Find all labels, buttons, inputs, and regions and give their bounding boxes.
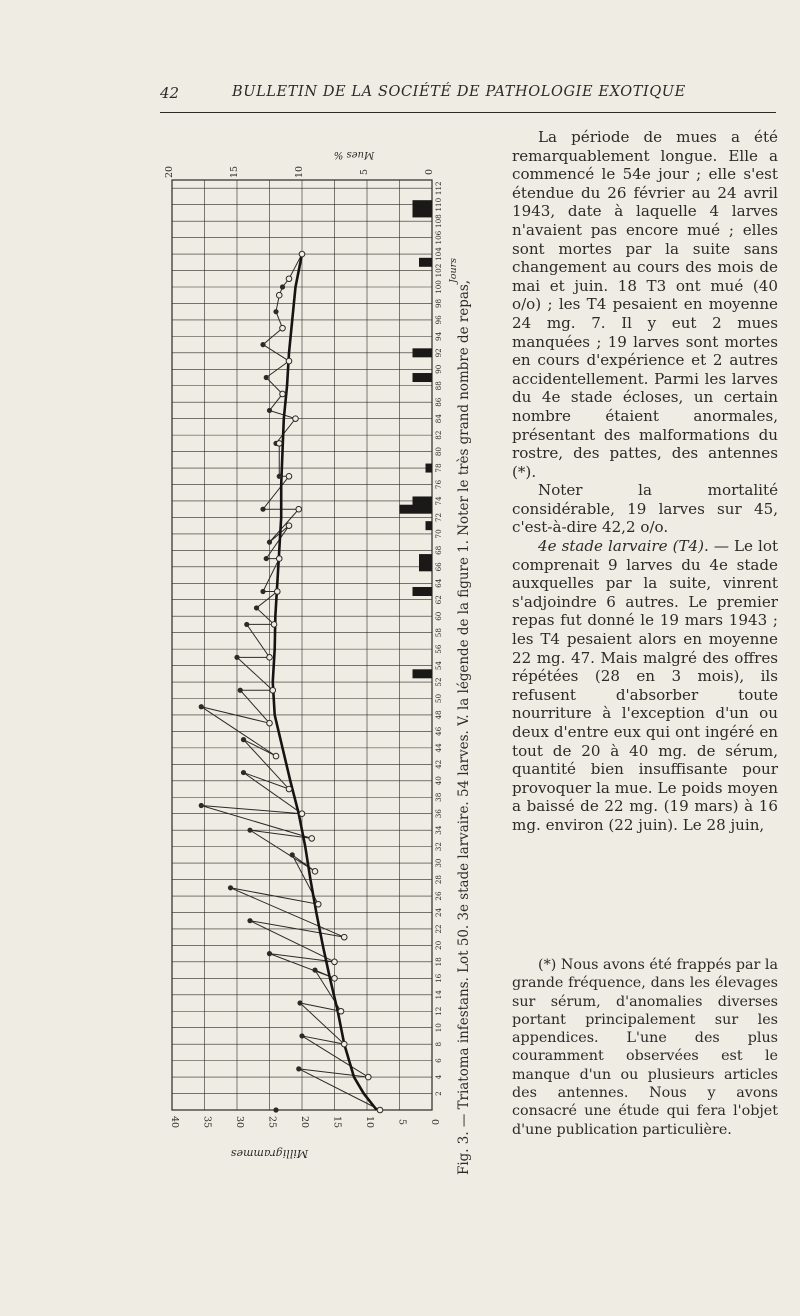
point-before-feeding [267,408,272,413]
tick-label-day: 28 [434,874,443,885]
point-after-feeding [286,786,292,792]
point-before-feeding [260,342,265,347]
axis-title-day: Jours [448,257,459,284]
point-before-feeding [241,770,246,775]
tick-label-day: 110 [434,197,443,212]
point-after-feeding [286,358,292,364]
point-after-feeding [267,720,273,726]
tick-label-day: 42 [434,759,443,769]
point-after-feeding [275,589,281,595]
tick-label-molt: 5 [359,168,370,176]
tick-label-day: 20 [434,940,443,950]
tick-label-molt: 15 [229,165,240,179]
point-after-feeding [312,869,318,875]
point-before-feeding [280,284,285,289]
point-before-feeding [277,474,282,479]
tick-label-day: 16 [434,973,443,983]
tick-label-day: 62 [434,595,443,605]
tick-label-day: 48 [434,710,443,720]
point-before-feeding [228,885,233,890]
point-after-feeding [366,1074,372,1080]
tick-label-day: 58 [434,628,443,638]
tick-label-day: 38 [434,792,443,802]
point-before-feeding [312,967,317,972]
tick-label-day: 8 [434,1041,443,1047]
chart-grid [172,180,432,1110]
point-after-feeding [276,292,282,298]
tick-label-day: 12 [434,1006,443,1016]
figure-3-chart [150,135,520,1175]
tick-label-day: 80 [434,447,443,457]
point-before-feeding [264,375,269,380]
tick-label-day: 90 [434,364,443,374]
tick-label-day: 50 [434,693,443,704]
point-before-feeding [247,828,252,833]
molt-bar [413,200,433,209]
point-after-feeding [280,391,286,397]
tick-label-day: 22 [434,924,443,934]
tick-label-mg: 25 [266,1115,278,1129]
point-after-feeding [280,325,286,331]
point-before-feeding [199,704,204,709]
tick-label-day: 10 [434,1023,443,1033]
tick-label-day: 46 [434,726,443,736]
footnote [512,956,778,1139]
section-heading: 4e stade larvaire (T4). — [538,537,729,556]
molt-bar [419,258,432,267]
tick-label-day: 60 [434,611,443,621]
running-header: BULLETIN DE LA SOCIÉTÉ DE PATHOLOGIE EXOTIQUE [232,84,686,100]
tick-label-day: 54 [434,660,443,671]
point-before-feeding [299,1033,304,1038]
point-before-feeding [199,803,204,808]
caption-line-1: Fig. 3. — Triatoma infestans. Lot 50. 3e stade larvaire. 54 larves. V. la légende de la figure 1. Noter le très grand nombre de repas, [456,230,472,1175]
tick-label-day: 24 [434,907,443,918]
tick-label-day: 34 [434,825,443,835]
tick-label-mg: 30 [234,1115,245,1129]
tick-label-molt: 0 [424,168,435,176]
point-after-feeding [315,901,321,907]
tick-label-mg: 35 [201,1115,213,1129]
tick-label-day: 94 [434,331,443,341]
header-rule [160,112,776,113]
tick-label-day: 66 [434,562,443,572]
point-after-feeding [341,1041,347,1047]
molt-bar [413,208,433,217]
point-after-feeding [377,1107,383,1113]
tick-label-day: 32 [434,842,443,852]
point-after-feeding [276,556,282,562]
figure-caption [456,230,491,1175]
axis-title-molt: Mues % [333,149,375,160]
molt-bar [419,554,432,563]
molt-bar [419,562,432,571]
point-before-feeding [297,1000,302,1005]
tick-label-day: 64 [434,578,443,588]
tick-label-day: 96 [434,315,443,325]
tick-label-day: 108 [434,214,443,229]
point-after-feeding [286,276,292,282]
point-after-feeding [296,506,302,512]
tick-label-mg: 40 [169,1115,180,1129]
point-before-feeding [241,737,246,742]
tick-label-day: 106 [434,230,443,245]
point-before-feeding [234,655,239,660]
molt-bar [413,373,433,382]
point-after-feeding [270,687,276,693]
paragraph-2: Noter la mortalité considérable, 19 larves sur 45, c'est-à-dire 42,2 o/o. [512,481,778,537]
point-after-feeding [276,441,282,447]
tick-label-day: 76 [434,479,443,490]
tick-label-day: 74 [434,496,443,506]
tick-label-mg: 20 [299,1115,310,1129]
point-after-feeding [338,1008,344,1014]
tick-label-day: 72 [434,512,443,523]
tick-label-day: 36 [434,809,443,819]
tick-label-day: 30 [434,858,443,868]
point-after-feeding [271,622,277,628]
tick-label-molt: 10 [294,165,305,179]
point-after-feeding [299,811,305,817]
point-before-feeding [273,309,278,314]
point-after-feeding [293,416,299,422]
tick-label-day: 88 [434,381,443,391]
paragraph-3 [512,537,778,835]
point-after-feeding [332,976,338,982]
point-before-feeding [260,589,265,594]
tick-label-day: 84 [434,414,443,424]
point-before-feeding [296,1066,301,1071]
molt-bar [413,496,433,505]
molt-bar [426,521,433,530]
point-before-feeding [267,951,272,956]
point-before-feeding [264,556,269,561]
tick-label-day: 2 [434,1091,443,1096]
point-after-feeding [267,655,273,661]
tick-label-day: 104 [434,247,443,261]
point-after-feeding [341,934,347,940]
tick-label-day: 52 [434,677,443,687]
axis-title-mg: Milligrammes [230,1147,309,1160]
point-before-feeding [267,540,272,545]
point-after-feeding [286,473,292,479]
tick-label-day: 68 [434,545,443,555]
tick-label-day: 56 [434,644,443,654]
tick-label-mg: 10 [364,1115,375,1129]
tick-label-day: 26 [434,891,443,901]
footnote-text: (*) Nous avons été frappés par la grande fréquence, dans les élevages sur sérum, d'anomalies diverses portant principalement sur les appendices. L'une des plus couramment observées est le manque d'un ou plusieurs articles des antennes. Nous y avons consacré une étude qui fera l'objet d'une publication particulière. [512,957,779,1138]
point-after-feeding [273,753,279,759]
tick-label-day: 82 [434,430,443,440]
point-before-feeding [290,852,295,857]
tick-label-day: 92 [434,348,443,358]
molt-bar [413,348,433,357]
tick-label-day: 40 [434,776,443,786]
point-before-feeding [238,688,243,693]
point-after-feeding [332,959,338,965]
chart-labels [164,149,459,1160]
point-after-feeding [299,251,305,257]
point-before-feeding [244,622,249,627]
tick-label-day: 102 [434,263,443,278]
point-after-feeding [309,836,315,842]
tick-label-day: 70 [434,529,443,539]
paragraph-3-body: Le lot comprenait 9 larves du 4e stade auxquelles par la suite, vinrent s'adjoindre 6 autres. Le premier repas fut donné le 19 mars 1943 ; les T4 pesaient alors en moyenne 22 mg. 47. Mais malgré des offres répétées (28 en 3 mois), ils refusent d'absorber toute nourriture à l'exception d'un ou deux d'entre eux qui ont ingéré en tout de 20 à 40 mg. de sérum, quantité bien insuffisante pour provoquer la mue. Le poids moyen a baissé de 22 mg. (19 mars) à 16 mg. environ (22 juin). Le 28 juin, [512,537,779,834]
point-before-feeding [273,1107,278,1112]
tick-label-day: 98 [434,298,443,309]
tick-label-mg: 0 [429,1118,440,1126]
molt-bar [426,464,433,473]
tick-label-molt: 20 [164,165,175,179]
molt-bar [400,505,433,514]
molt-bars [400,200,433,678]
point-before-feeding [247,918,252,923]
molt-bar [413,587,433,596]
tick-label-day: 4 [434,1074,443,1080]
tick-label-mg: 5 [396,1118,408,1126]
tick-label-day: 44 [434,743,443,753]
paragraph-1: La période de mues a été remarquablement longue. Elle a commencé le 54e jour ; elle s'est étendue du 26 février au 24 avril 1943, date à laquelle 4 larves n'avaient pas encore mué ; elles sont mortes par la suite sans changement au cours des mois de mai et juin. 18 T3 ont mué (40 o/o) ; les T4 pesaient en moyenne 24 mg. 7. Il y eut 2 mues manquées ; 19 larves sont mortes en cours d'expérience et 2 autres accidentellement. Parmi les larves du 4e stade écloses, un certain nombre étaient anormales, présentant des malformations du rostre, des pattes, des antennes (*). [512,128,778,481]
tick-label-day: 78 [434,463,443,473]
tick-label-day: 6 [434,1058,443,1063]
tick-label-mg: 15 [331,1115,343,1129]
main-text-column [512,128,778,835]
point-before-feeding [254,605,259,610]
point-before-feeding [260,507,265,512]
point-after-feeding [286,523,292,529]
molt-bar [413,669,433,678]
tick-label-day: 18 [434,957,443,967]
tick-label-day: 86 [434,397,443,407]
tick-label-day: 14 [434,990,443,1000]
tick-label-day: 100 [434,280,443,294]
page-number: 42 [160,84,180,102]
tick-label-day: 112 [434,181,443,196]
